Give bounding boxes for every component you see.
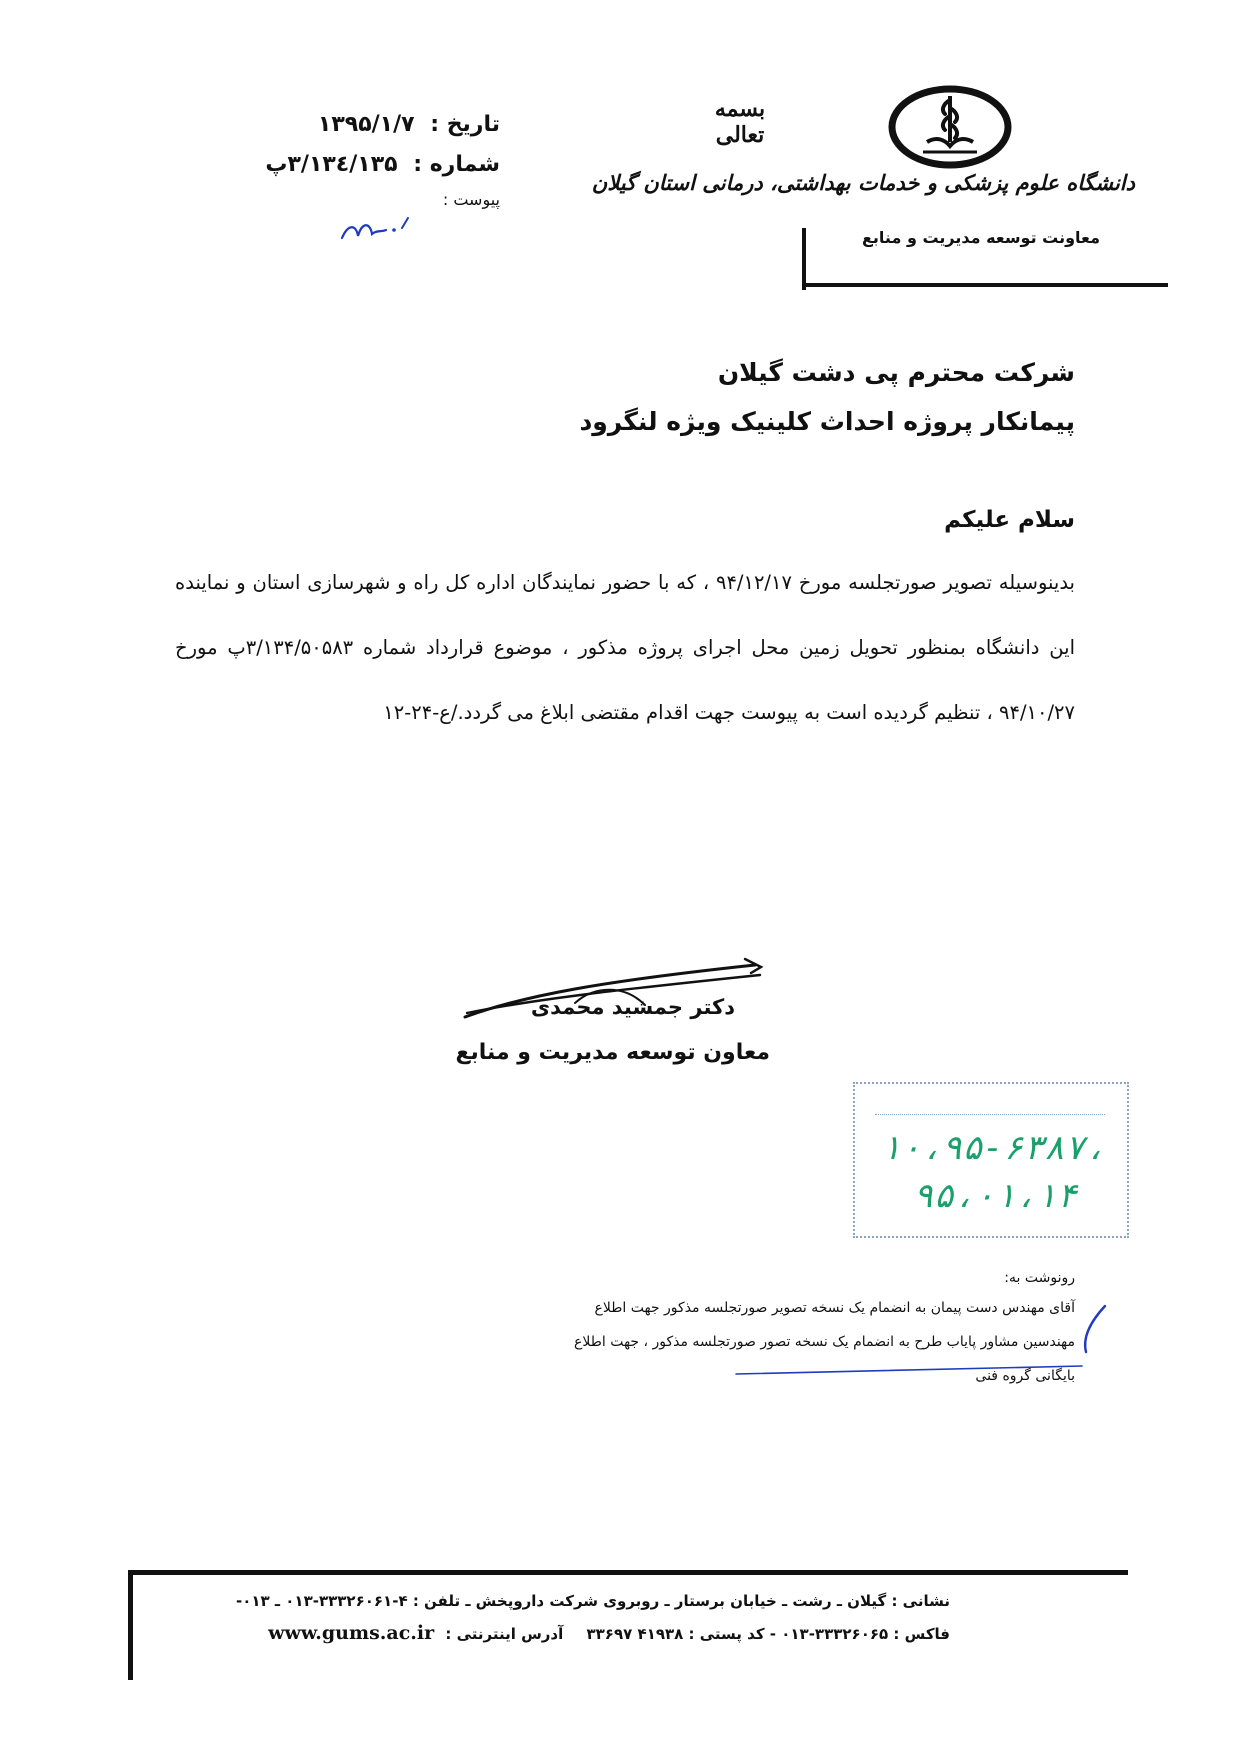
university-logo-icon [885,82,1015,172]
recipient-line-1: شرکت محترم پی دشت گیلان [717,358,1075,387]
cc-item: آقای مهندس دست پیمان به انضمام یک نسخه تصویر صورتجلسه مذکور جهت اطلاع [594,1300,1075,1316]
stamp-line-2: ۹۵،۰۱،۱۴ [913,1176,1077,1216]
footer-contact [268,1622,950,1644]
footer-website-label: آدرس اینترنتی : [445,1625,564,1643]
department-name: معاونت توسعه مدیریت و منابع [861,228,1100,247]
bismillah: بسمه تعالی [714,96,766,148]
date-label: تاریخ : [430,112,500,137]
recipient-line-2: پیمانکار پروژه احداث کلینیک ویژه لنگرود [579,407,1075,436]
footer-rule-top [128,1570,1128,1575]
footer-fax-postal: فاکس : ۳۳۳۲۶۰۶۵-۰۱۳ - کد پستی : ۴۱۹۳۸ ۳۳۶۹۷ [586,1625,950,1643]
number-row [265,152,500,190]
greeting: سلام علیکم [944,507,1075,533]
cc-label: رونوشت به: [1004,1270,1075,1286]
footer-website-link[interactable]: www.gums.ac.ir [268,1622,435,1644]
cc-item: مهندسین مشاور پایاب طرح به انضمام یک نسخه تصور صورتجلسه مذکور ، جهت اطلاع [574,1334,1075,1350]
number-value: ۳/۱۳٤/۱۳۵پ [265,152,398,177]
department-frame-bottom [802,283,1168,287]
stamp-line-1: ۱۰،۹۵-۶۳۸۷، [880,1128,1106,1168]
signature-scribble [455,955,770,1030]
date-value: ۱۳۹۵/۱/۷ [317,112,415,137]
university-name: دانشگاه علوم پزشکی و خدمات بهداشتی، درمانی استان گیلان [591,170,1135,195]
stamp-faint-header [875,1098,1105,1115]
signature-title: معاون توسعه مدیریت و منابع [455,1040,770,1065]
attachment-handwriting [338,210,418,246]
footer-address: نشانی : گیلان ـ رشت ـ خیابان برستار ـ روبروی شرکت داروپخش ـ تلفن : ۴-۳۳۳۲۶۰۶۱-۰۱۳ ـ ۰۱۳- [235,1592,950,1610]
letter-meta [265,112,500,220]
cc-pen-marks [730,1302,1120,1382]
footer-rule-left [128,1570,133,1680]
signature-name: دکتر جمشید محمدی [530,995,735,1019]
date-row [285,112,500,152]
receipt-stamp [853,1082,1129,1238]
letter-body: بدینوسیله تصویر صورتجلسه مورخ ۹۴/۱۲/۱۷ ، که با حضور نمایندگان اداره کل راه و شهرسازی استان و نماینده این دانشگاه بمنظور تحویل زمین محل اجرای پروژه مذکور ، موضوع قرارداد شماره ۳/۱۳۴/۵۰۵۸۳پ مورخ ۹۴/۱۰/۲۷ ، تنظیم گردیده است به پیوست جهت اقدام مقتضی ابلاغ می گردد./ع-۲۴-۱۲ [175,571,1075,724]
department-frame-left [802,228,806,290]
number-label: شماره : [413,152,500,177]
cc-item: بایگانی گروه فنی [975,1368,1075,1384]
attachment-label: پیوست : [442,190,500,209]
